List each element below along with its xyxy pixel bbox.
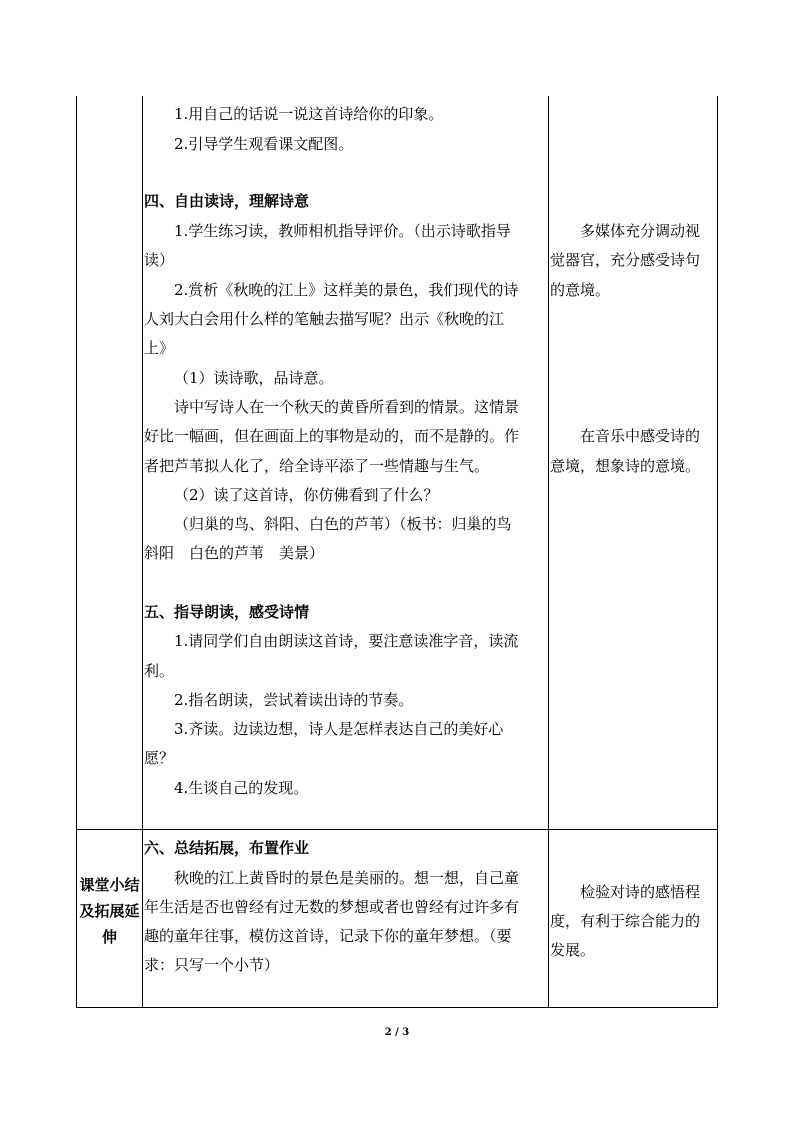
column-divider-2 [548, 96, 549, 1008]
side-note-line: 的意境。 [550, 281, 611, 299]
side-note-line: 觉器官，充分感受诗句 [550, 251, 701, 269]
section-heading: 五、指导朗读，感受诗情 [144, 603, 310, 621]
content-line: 1.学生练习读，教师相机指导评价。（出示诗歌指导 [174, 222, 511, 240]
page-number: 2 / 3 [384, 1027, 410, 1038]
row-label-line: 及拓展延 [79, 902, 140, 920]
side-note-line: 度，有利于综合能力的 [550, 912, 701, 930]
content-line: 1.请同学们自由朗读这首诗，要注意读准字音，读流 [174, 632, 519, 650]
content-line: 愿？ [144, 749, 175, 767]
side-note-line: 检验对诗的感悟程 [580, 883, 701, 901]
row-divider [76, 829, 718, 830]
content-line: 2.指名朗读，尝试着读出诗的节奏。 [174, 691, 414, 709]
content-line: 人刘大白会用什么样的笔触去描写呢？出示《秋晚的江 [144, 310, 505, 328]
side-note-line: 发展。 [550, 941, 596, 959]
side-note-line: 在音乐中感受诗的 [580, 427, 701, 445]
content-line: （1）读诗歌，品诗意。 [174, 369, 334, 387]
content-line: （归巢的鸟、斜阳、白色的芦苇）（板书：归巢的鸟 [174, 515, 512, 533]
section-heading: 四、自由读诗，理解诗意 [144, 192, 310, 210]
section-heading: 六、总结拓展，布置作业 [144, 839, 310, 857]
content-line: 者把芦苇拟人化了，给全诗平添了一些情趣与生气。 [144, 457, 490, 475]
side-note-line: 意境，想象诗的意境。 [550, 457, 701, 475]
content-line: 秋晚的江上黄昏时的景色是美丽的。想一想，自己童 [174, 869, 520, 887]
side-note-line: 多媒体充分调动视 [580, 222, 701, 240]
content-line: 3.齐读。边读边想，诗人是怎样表达自己的美好心 [174, 720, 504, 738]
table-border-bottom [76, 1007, 718, 1008]
content-line: （2）读了这首诗，你仿佛看到了什么？ [174, 486, 439, 504]
content-line: 诗中写诗人在一个秋天的黄昏所看到的情景。这情景 [174, 398, 520, 416]
content-line: 利。 [144, 662, 175, 680]
row-label-line: 伸 [101, 928, 117, 946]
table-border-right [717, 96, 718, 1008]
content-line: 趣的童年往事，模仿这首诗，记录下你的童年梦想。（要 [144, 927, 512, 945]
content-line: 好比一幅画，但在画面上的事物是动的，而不是静的。作 [144, 427, 520, 445]
content-line: 4.生谈自己的发现。 [174, 779, 309, 797]
content-line: 求：只写一个小节） [144, 956, 280, 974]
content-line: 上》 [144, 339, 175, 357]
content-line: 斜阳 白色的芦苇 美景） [144, 544, 325, 562]
content-line: 2.赏析《秋晚的江上》这样美的景色，我们现代的诗 [174, 281, 519, 299]
content-line: 年生活是否也曾经有过无数的梦想或者也曾经有过许多有 [144, 898, 520, 916]
content-line: 2.引导学生观看课文配图。 [174, 135, 354, 153]
content-line: 1.用自己的话说一说这首诗给你的印象。 [174, 105, 444, 123]
column-divider-1 [142, 96, 143, 1008]
content-line: 读） [144, 251, 175, 269]
row-label-line: 课堂小结 [79, 876, 140, 894]
